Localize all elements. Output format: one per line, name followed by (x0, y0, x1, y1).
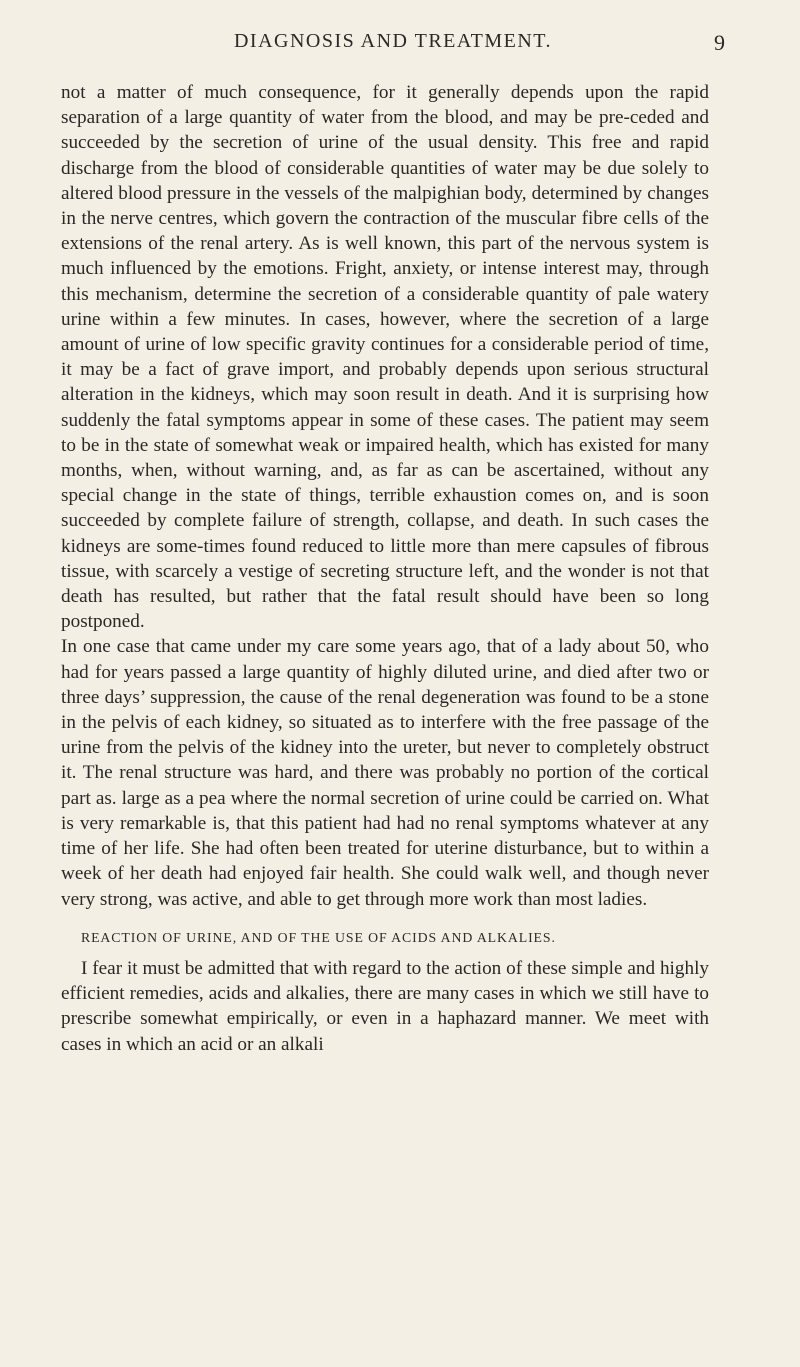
section-paragraph: I fear it must be admitted that with regard to the action of these simple and highly efficient remedies, acids and alkalies, there are many cases in which we still have to prescribe somewhat empirically, or even in a haphazard manner. We meet with cases in which an acid or an alkali (61, 957, 709, 1055)
section-heading: REACTION OF URINE, AND OF THE USE OF ACIDS AND ALKALIES. (81, 929, 556, 945)
running-title: DIAGNOSIS AND TREATMENT. (233, 30, 553, 52)
running-header (61, 30, 725, 64)
paragraph-continued: not a matter of much consequence, for it generally depends upon the rapid separation of a large quantity of water from the blood, and may be pre-ceded and succeeded by the secretion of urine of the usual density. This free and rapid discharge from the blood of considerable quantities of water may be due solely to altered blood pressure in the vessels of the malpighian body, determined by changes in the nerve centres, which govern the contraction of the muscular fibre cells of the extensions of the renal artery. As is well known, this part of the nervous system is much influenced by the emotions. Fright, anxiety, or intense interest may, through this mechanism, determine the secretion of a considerable quantity of pale watery urine within a few minutes. In cases, however, where the secretion of a large amount of urine of low specific gravity continues for a considerable period of time, it may be a fact of grave import, and probably depends upon serious structural alteration in the kidneys, which may soon result in death. And it is surprising how suddenly the fatal symptoms appear in some of these cases. The patient may seem to be in the state of somewhat weak or impaired health, which has existed for many months, when, without warning, and, as far as can be ascertained, without any special change in the state of things, terrible exhaustion comes on, and is soon succeeded by complete failure of strength, collapse, and death. In such cases the kidneys are some-times found reduced to little more than mere capsules of fibrous tissue, with scarcely a vestige of secreting structure left, and the wonder is not that death has resulted, but rather that the fatal result should have been so long postponed. (61, 82, 709, 633)
page-number: 9 (714, 30, 725, 55)
body-text (61, 80, 709, 1057)
paragraph-case-report: In one case that came under my care some years ago, that of a lady about 50, who had for years passed a large quantity of highly diluted urine, and died after two or three days’ suppression, the cause of the renal degeneration was found to be a stone in the pelvis of each kidney, so situated as to interfere with the free passage of the urine from the pelvis of the kidney into the ureter, but never to completely obstruct it. The renal structure was hard, and there was probably no portion of the cortical part as. large as a pea where the normal secretion of urine could be carried on. What is very remarkable is, that this patient had had no renal symptoms whatever at any time of her life. She had often been treated for uterine disturbance, but to within a week of her death had enjoyed fair health. She could walk well, and though never very strong, was active, and able to get through more work than most ladies. (61, 636, 709, 910)
